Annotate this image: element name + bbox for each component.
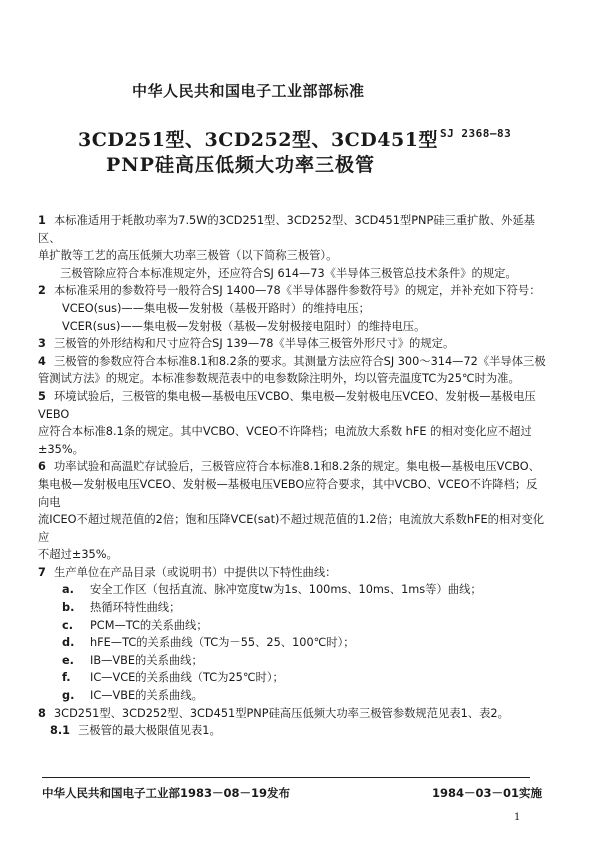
clause-5: 5 环境试验后，三极管的集电极—基极电压VCBO、集电极—发射极电压VCEO、发射极—基极电压VEBO: [38, 389, 536, 421]
clause-8-1: 8.1 三极管的最大极限值见表1。: [50, 724, 221, 738]
clause-3: 3 三极管的外形结构和尺寸应符合SJ 139—78《半导体三极管外形尺寸》的规定。: [38, 337, 455, 351]
standard-number: SJ 2368—83: [440, 127, 512, 140]
clause-7: 7 生产单位在产品目录（或说明书）中提供以下特性曲线：: [38, 565, 337, 579]
footer-divider: [42, 777, 530, 778]
document-title-line2: PNP硅高压低频大功率三极管: [106, 154, 375, 176]
clause-5-cont2: ±35%。: [38, 442, 84, 456]
document-body: [38, 212, 548, 740]
curve-item-b: b. 热循环特性曲线；: [62, 601, 181, 615]
clause-2: 2 本标准采用的参数符号一般符合SJ 1400—78《半导体器件参数符号》的规定，并补充如下符号：: [38, 284, 541, 298]
clause-4: 4 三极管的参数应符合本标准8.1和8.2条的要求。其测量方法应符合SJ 300～314—72《半导体三极: [38, 354, 546, 368]
curve-item-a: a. 安全工作区（包括直流、脉冲宽度tw为1s、100ms、10ms、1ms等）曲线；: [62, 583, 482, 597]
clause-6: 6 功率试验和高温贮存试验后，三极管应符合本标准8.1和8.2条的规定。集电极—基极电压VCBO、: [38, 460, 540, 474]
clause-6-cont3: 不超过±35%。: [38, 548, 118, 562]
curve-item-g: g. IC—VBE的关系曲线。: [62, 689, 203, 703]
curve-item-e: e. IB—VBE的关系曲线；: [62, 653, 203, 667]
issuing-organization: 中华人民共和国电子工业部部标准: [132, 82, 365, 100]
symbol-vcer-sus: VCER(sus)——集电极—发射极（基极—发射极接电阻时）的维持电压。: [62, 319, 426, 333]
clause-5-cont: 应符合本标准8.1条的规定。其中VCBO、VCEO不许降档；电流放大系数 hFE 的相对变化应不超过: [38, 425, 532, 439]
clause-8: 8 3CD251型、3CD252型、3CD451型PNP硅高压低频大功率三极管参数规范见表1、表2。: [38, 706, 509, 720]
curve-item-c: c. PCM—TC的关系曲线；: [62, 618, 208, 632]
clause-1-note: 三极管除应符合本标准规定外，还应符合SJ 614—73《半导体三极管总技术条件》的规定。: [60, 266, 517, 280]
clause-1-cont: 单扩散等工艺的高压低频大功率三极管（以下简称三极管）。: [38, 249, 338, 263]
clause-6-cont: 集电极—发射极电压VCEO、发射极—基极电压VEBO应符合要求，其中VCBO、VCEO不许降档；反向电: [38, 477, 538, 509]
issue-date: 中华人民共和国电子工业部1983－08－19发布: [42, 786, 291, 800]
document-title-line1: 3CD251型、3CD252型、3CD451型: [78, 129, 438, 151]
clause-1: 1 本标准适用于耗散功率为7.5W的3CD251型、3CD252型、3CD451型PNP硅三重扩散、外延基区、: [38, 214, 535, 245]
effective-date: 1984－03－01实施: [432, 786, 543, 800]
curve-list: [38, 581, 548, 704]
clause-6-cont2: 流ICEO不超过规范值的2倍；饱和压降VCE(sat)不超过规范值的1.2倍；电流放大系数hFE的相对变化应: [38, 513, 545, 544]
page-number: 1: [514, 812, 521, 823]
curve-item-d: d. hFE—TC的关系曲线（TC为－55、25、100℃时）；: [62, 636, 355, 650]
clause-4-cont: 管测试方法》的规定。本标准参数规范表中的电参数除注明外，均以管壳温度TC为25℃时为准。: [38, 372, 520, 386]
symbol-vceo-sus: VCEO(sus)——集电极—发射极（基极开路时）的维持电压；: [62, 301, 370, 315]
curve-item-f: f. IC—VCE的关系曲线（TC为25℃时）；: [62, 671, 284, 685]
